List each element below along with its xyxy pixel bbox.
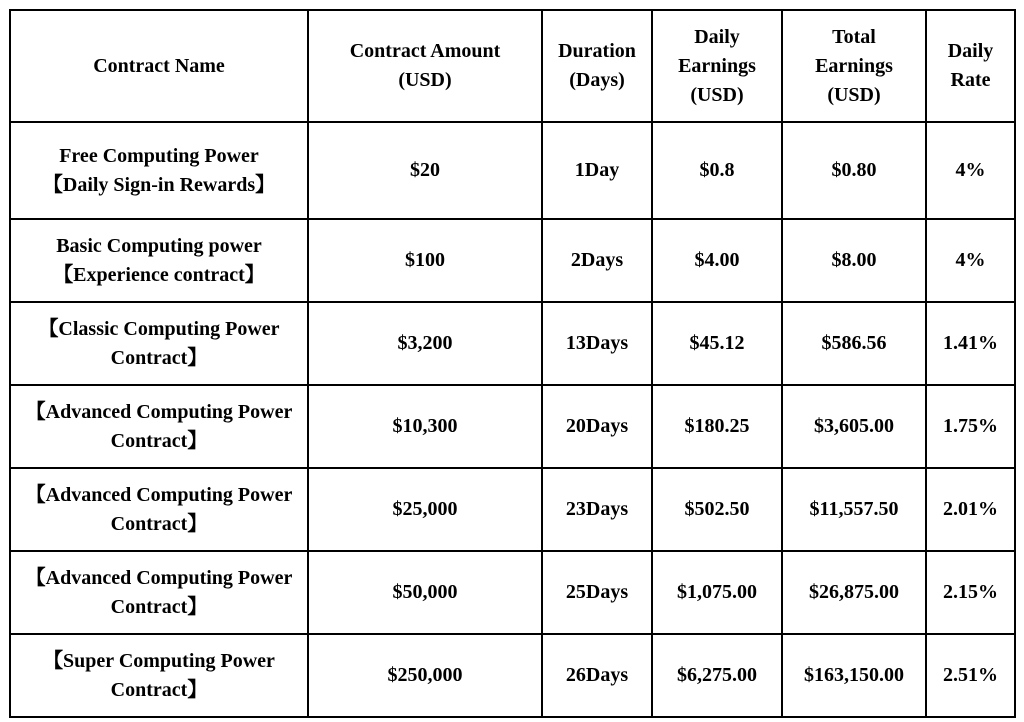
header-daily-rate: [926, 10, 1015, 122]
name-line: 【Super Computing Power: [43, 649, 275, 672]
name-line: 【Daily Sign-in Rewards】: [42, 173, 276, 196]
cell-daily-earnings: $180.25: [652, 385, 782, 468]
cell-daily-earnings: $45.12: [652, 302, 782, 385]
contracts-table: [9, 9, 1016, 718]
header-total-earnings: [782, 10, 926, 122]
name-line: Contract】: [110, 346, 208, 369]
cell-amount: $3,200: [308, 302, 542, 385]
table-header-row: [10, 10, 1015, 122]
cell-amount: $10,300: [308, 385, 542, 468]
cell-daily-rate: 4%: [926, 122, 1015, 219]
header-line: Rate: [950, 69, 991, 91]
cell-amount: $100: [308, 219, 542, 302]
name-line: 【Advanced Computing Power: [25, 566, 293, 589]
cell-total-earnings: $26,875.00: [782, 551, 926, 634]
cell-amount: $20: [308, 122, 542, 219]
cell-total-earnings: $11,557.50: [782, 468, 926, 551]
cell-total-earnings: $3,605.00: [782, 385, 926, 468]
cell-contract-name: [10, 551, 308, 634]
header-line: Total: [832, 25, 876, 48]
table-row: [10, 634, 1015, 717]
header-line: (USD): [827, 83, 881, 106]
header-duration: [542, 10, 652, 122]
table-row: [10, 551, 1015, 634]
cell-daily-earnings: $6,275.00: [652, 634, 782, 717]
cell-daily-rate: 1.75%: [926, 385, 1015, 468]
cell-amount: $250,000: [308, 634, 542, 717]
header-line: Daily: [947, 40, 994, 62]
header-daily-earnings: [652, 10, 782, 122]
table-row: [10, 302, 1015, 385]
header-line: Duration: [558, 40, 636, 62]
cell-daily-earnings: $4.00: [652, 219, 782, 302]
name-line: 【Advanced Computing Power: [25, 483, 293, 506]
cell-daily-earnings: $502.50: [652, 468, 782, 551]
table-row: [10, 219, 1015, 302]
cell-contract-name: [10, 468, 308, 551]
table-row: [10, 385, 1015, 468]
cell-duration: 13Days: [542, 302, 652, 385]
cell-daily-rate: 2.01%: [926, 468, 1015, 551]
table-row: [10, 468, 1015, 551]
cell-daily-rate: 2.15%: [926, 551, 1015, 634]
table-row: [10, 122, 1015, 219]
name-line: Contract】: [110, 429, 208, 452]
header-line: (USD): [690, 83, 744, 106]
cell-duration: 1Day: [542, 122, 652, 219]
name-line: Contract】: [110, 595, 208, 618]
cell-duration: 2Days: [542, 219, 652, 302]
name-line: Free Computing Power: [59, 144, 259, 167]
name-line: 【Experience contract】: [53, 263, 265, 286]
cell-duration: 23Days: [542, 468, 652, 551]
cell-duration: 25Days: [542, 551, 652, 634]
cell-daily-rate: 4%: [926, 219, 1015, 302]
cell-duration: 26Days: [542, 634, 652, 717]
name-line: Contract】: [110, 512, 208, 535]
cell-contract-name: [10, 122, 308, 219]
header-line: (USD): [398, 69, 452, 91]
cell-duration: 20Days: [542, 385, 652, 468]
name-line: Basic Computing power: [56, 234, 262, 257]
header-line: Contract Name: [93, 54, 225, 77]
cell-daily-earnings: $0.8: [652, 122, 782, 219]
cell-total-earnings: $0.80: [782, 122, 926, 219]
header-line: Contract Amount: [349, 40, 501, 62]
cell-total-earnings: $163,150.00: [782, 634, 926, 717]
cell-amount: $25,000: [308, 468, 542, 551]
cell-contract-name: [10, 634, 308, 717]
cell-daily-earnings: $1,075.00: [652, 551, 782, 634]
cell-contract-name: [10, 302, 308, 385]
header-line: (Days): [569, 69, 625, 91]
cell-daily-rate: 2.51%: [926, 634, 1015, 717]
cell-daily-rate: 1.41%: [926, 302, 1015, 385]
header-line: Earnings: [815, 54, 893, 77]
name-line: Contract】: [110, 678, 208, 701]
header-contract-amount: [308, 10, 542, 122]
cell-total-earnings: $586.56: [782, 302, 926, 385]
cell-contract-name: [10, 219, 308, 302]
name-line: 【Advanced Computing Power: [25, 400, 293, 423]
header-line: Earnings: [678, 54, 756, 77]
header-contract-name: [10, 10, 308, 122]
cell-contract-name: [10, 385, 308, 468]
header-line: Daily: [694, 25, 740, 48]
name-line: 【Classic Computing Power: [38, 317, 280, 340]
cell-amount: $50,000: [308, 551, 542, 634]
cell-total-earnings: $8.00: [782, 219, 926, 302]
